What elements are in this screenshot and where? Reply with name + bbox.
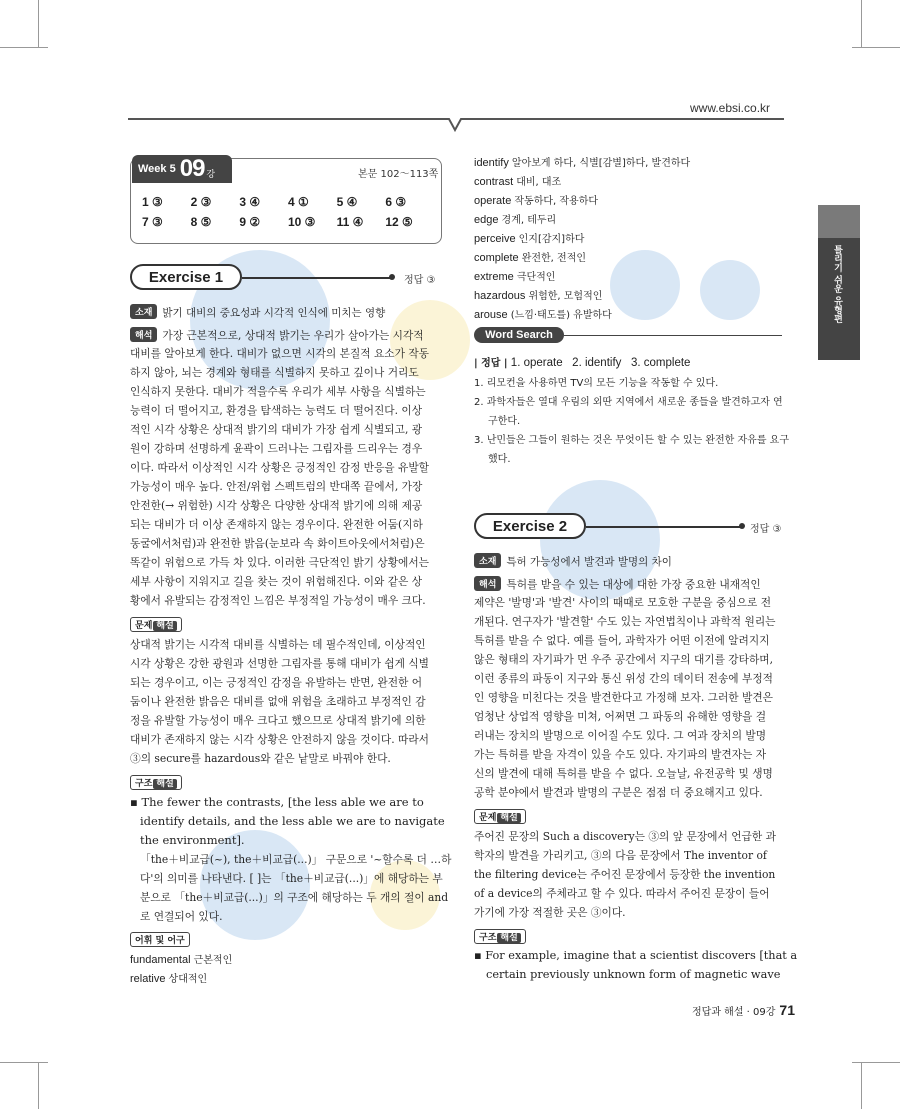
text-line: 가는 특허를 받을 자격이 있을 수도 있다. 자기파의 발견자는 자 [474,748,767,761]
text-line: 했다. [488,454,511,465]
vocab-item: contrast 대비, 대조 [474,176,562,188]
text-line: 상대적 밝기는 시각적 대비를 식별하는 데 필수적인데, 이상적인 [130,638,426,651]
text-line: 개된다. 연구자가 '발견할' 수도 있는 자연법칙이나 과학적 원리는 [474,615,776,628]
structure-tag: 구조 해설 [474,929,526,944]
text-line: 2. 과학자들은 열대 우림의 외딴 지역에서 새로운 종들을 발견하고자 연 [474,397,783,408]
translation-tag: 해석 [474,576,501,591]
text-line: 능력이 더 떨어지고, 환경을 탐색하는 능력도 더 떨어진다. 이상 [130,404,423,417]
text-line: 이런 종류의 파동이 지구와 통신 위성 간의 데이터 전송에 부정적 [474,672,774,685]
text-line: ③의 secure를 hazardous와 같은 낱말로 바꿔야 한다. [130,752,391,765]
text-line: 되는 대비가 더 이상 존재하지 않는 경우이다. 완전한 어둠(지하 [130,518,423,531]
text-line: 제약은 '발명'과 '발견' 사이의 때때로 모호한 구분을 중심으로 전 [474,596,772,609]
vocab-item: perceive 인지[감지]하다 [474,233,585,245]
crop-mark [852,1062,900,1063]
problem-tag-line [474,809,526,824]
text-line: 동굴에서처럼)과 완전한 밝음(눈보라 속 화이트아웃에서처럼)은 [130,537,425,550]
answer-item: 10 ③ [288,215,316,229]
text-line: 세부 사항이 지워지고 길을 찾는 것이 위험해진다. 이와 같은 상 [130,575,423,588]
vocab-item: arouse (느낌·태도를) 유발하다 [474,309,612,321]
week-label: Week 5 [138,163,176,175]
header-rule [128,118,448,120]
text-line: 않은 형태의 자기파가 먼 우주 공간에서 지구의 대기를 강타하며, [474,653,774,666]
exercise2-topic: 특허 가능성에서 발견과 발명의 차이 [506,556,672,568]
text-line: 신의 발견에 대해 특허를 받을 수 없다. 오늘날, 유전공학 및 생명 [474,767,773,780]
answer-item: 9 ② [239,215,261,229]
answer-item: 6 ③ [385,195,407,209]
word-search-title: Word Search [474,327,564,343]
word-search-rule [564,335,782,336]
crop-mark [861,0,862,48]
text-line: 이다. 따라서 이상적인 시각 상황은 긍정적인 감정 반응을 유발할 [130,461,430,474]
crop-mark [0,1062,48,1063]
text-line: ▪ For example, imagine that a scientist discovers [that a [474,949,798,962]
exercise1-topic: 밝기 대비의 중요성과 시각적 인식에 미치는 영향 [162,307,386,319]
exercise1-topic-line [130,304,385,320]
exercise1-answer: 정답 ③ [404,275,436,286]
vocab-item: hazardous 위험한, 모험적인 [474,290,603,302]
exercise2-topic-line [474,553,672,569]
topic-tag: 소재 [130,304,157,319]
vocab-item: extreme 극단적인 [474,271,556,283]
text-line: 해석 특허를 받을 수 있는 대상에 대한 가장 중요한 내재적인 [474,576,761,592]
answer-grid [142,195,434,229]
crop-mark [861,1062,862,1109]
vocab-item: relative 상대적인 [130,973,208,985]
header-rule [462,118,784,120]
structure-tag-line [474,929,526,944]
text-line: 똑같이 위험으로 가득 차 있다. 이러한 극단적인 밝기 상황에서는 [130,556,430,569]
answer-item: 3 ④ [239,195,261,209]
text-line: 황에서 유발되는 감정적인 느낌은 부정적일 가능성이 매우 크다. [130,594,426,607]
text-line: 되는 경우이고, 이는 긍정적인 감정을 유발하는 반면, 완전한 어 [130,676,423,689]
footer-label: 정답과 해설 · 09강 [692,1007,776,1018]
crop-mark [0,47,48,48]
answer-item: 8 ⑤ [190,215,212,229]
vocab-tag-line [130,932,190,947]
text-line: certain previously unknown form of magnetic wave [486,968,781,981]
text-line: 1. 리모컨을 사용하면 TV의 모든 기능을 작동할 수 있다. [474,378,719,389]
text-line: 「the＋비교급(~), the＋비교급(...)」 구문으로 '~할수록 더 …하 [140,853,452,866]
exercise1-rule [242,277,392,279]
text-line: 러내는 장치의 발명으로 이어질 수도 있다. 그 여과 장치의 발명 [474,729,767,742]
answer-item: 11 ④ [336,215,364,229]
text-line: 대비를 알아보게 한다. 대비가 없으면 시각의 본질적 요소가 작동 [130,347,430,360]
exercise2-answer: 정답 ③ [750,524,782,535]
problem-tag: 문제 해설 [130,617,182,632]
text-line: 학자의 발견을 가리키고, ③의 다음 문장에서 The inventor of [474,849,767,862]
text-line: 안전한(→ 위험한) 시각 상황은 다양한 상대적 밝기에 의해 제공 [130,499,423,512]
text-line: 인 영향을 미친다는 것을 발견한다고 가정해 보자. 그러한 발견은 [474,691,774,704]
page-number: 71 [779,1002,795,1018]
text-line: 둠이나 완전한 밝음은 대비를 없애 위험을 초래하고 부정적인 감 [130,695,426,708]
vocab-tag: 어휘 및 어구 [130,932,190,947]
vocab-item: edge 경계, 테두리 [474,214,557,226]
text-line: 로 연결되어 있다. [140,910,223,923]
vocab-item: complete 완전한, 전적인 [474,252,587,264]
vocab-item: operate 작동하다, 작용하다 [474,195,599,207]
answer-item: 1 ③ [142,195,163,209]
text-line: 인식하지 못한다. 대비가 적을수록 우리가 세부 사항을 식별하는 [130,385,426,398]
text-line: 정을 유발할 가능성이 매우 크다고 했으므로 상대적 밝기에 의한 [130,714,426,727]
watermark-blob [610,250,680,320]
text-line: ▪ The fewer the contrasts, [the less able we are to [130,795,424,809]
text-line: 주어진 문장의 Such a discovery는 ③의 앞 문장에서 언급한 과 [474,830,776,843]
text-line: 분으로 「the＋비교급(...)」의 구조에 해당하는 두 개의 절이 and [140,891,449,904]
exercise1-rule-dot [389,274,395,280]
translation-tag: 해석 [130,327,157,342]
vocab-item: fundamental 근본적인 [130,954,233,966]
text-line: 가기에 가장 적절한 곳은 ③이다. [474,906,626,919]
text-line: 가능성이 매우 높다. 안전/위험 스펙트럼의 반대쪽 끝에서, 가장 [130,480,423,493]
structure-tag-line [130,775,182,790]
problem-tag-line [130,617,182,632]
site-url: www.ebsi.co.kr [690,101,771,115]
answer-item: 2 ③ [190,195,212,209]
side-tab-top [818,205,860,238]
text-line: 해석 가장 근본적으로, 상대적 밝기는 우리가 살아가는 시각적 [130,327,424,343]
text-line: 대비가 존재하지 않는 시각 상황은 안전하지 않을 것이다. 따라서 [130,733,430,746]
exercise2-rule-dot [739,523,745,529]
side-tab-label: 틀리기 쉬운 유형편 [832,245,842,324]
text-line: identify details, and the less able we are to navigate [140,814,445,828]
text-line: 공학 분야에서 발견과 발명의 구분은 점점 더 중요해지고 있다. [474,786,763,799]
answer-item: 5 ④ [336,195,358,209]
text-line: 원이 강하며 선명하게 윤곽이 드러나는 그림자를 드리우는 경우 [130,442,423,455]
text-line: 특허를 받을 수 없다. 예를 들어, 과학자가 어떤 이전에 알려지지 [474,634,770,647]
problem-tag: 문제 해설 [474,809,526,824]
text-line: 다'의 의미를 나타낸다. [ ]는 「the＋비교급(...)」에 해당하는 부 [140,872,443,885]
text-line: 구한다. [488,416,521,427]
crop-mark [38,0,39,48]
text-line: 적인 시각 상황은 상대적 밝기의 대비가 가장 쉽게 식별되고, 광 [130,423,423,436]
exercise2-rule [586,526,742,528]
text-line: 엄청난 상업적 영향을 미쳐, 어쩌면 그 파동의 유해한 영향을 걸 [474,710,767,723]
week-badge [132,155,232,183]
vocab-item: identify 알아보게 하다, 식별[감별]하다, 발견하다 [474,157,691,169]
answer-item: 7 ③ [142,215,163,229]
text-line: of a device의 주체라고 할 수 있다. 따라서 주어진 문장이 들어 [474,887,770,900]
text-line: the environment]. [140,833,245,847]
exercise1-title: Exercise 1 [130,264,242,290]
page-footer [692,1002,795,1018]
word-search-answers: | 정답 | 1. operate 2. identify 3. complete [474,357,691,369]
exercise2-title: Exercise 2 [474,513,586,539]
lesson-unit: 강 [206,169,216,180]
answer-item: 12 ⑤ [385,215,413,229]
page-range: 본문 102～113쪽 [358,169,439,180]
text-line: 3. 난민들은 그들이 원하는 것은 무엇이든 할 수 있는 완전한 자유를 요구 [474,435,789,446]
watermark-blob [700,260,760,320]
lesson-number: 09 [179,155,205,182]
crop-mark [852,47,900,48]
text-line: 시각 상황은 강한 광원과 선명한 그림자를 통해 대비가 쉽게 식별 [130,657,430,670]
topic-tag: 소재 [474,553,501,568]
text-line: the filtering device는 주어진 문장에서 등장한 the invention [474,868,776,881]
text-line: 하지 않아, 뇌는 경계와 형태를 식별하지 못하고 깊이나 거리도 [130,366,419,379]
answer-item: 4 ① [288,195,309,209]
crop-mark [38,1062,39,1109]
structure-tag: 구조 해설 [130,775,182,790]
